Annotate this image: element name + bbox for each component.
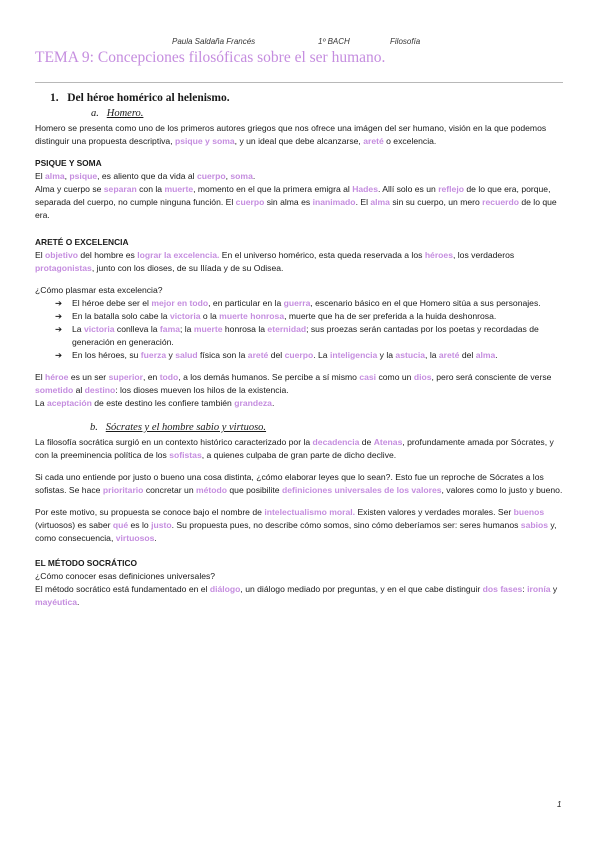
text-segment: del	[459, 350, 476, 360]
highlighted-term: ironía	[527, 584, 551, 594]
highlighted-term: superior	[108, 372, 143, 382]
text-segment: o excelencia.	[383, 136, 437, 146]
text-segment: , y un ideal que debe alcanzarse,	[234, 136, 364, 146]
highlighted-term: justo	[151, 520, 172, 530]
text-segment: Si cada uno entiende por justo o bueno una cosa distinta, ¿cómo elaborar leyes que lo sean?. Esto fue un reproche de Sócrates a los sofistas. Se hace	[35, 472, 544, 495]
highlighted-term: diálogo	[209, 584, 241, 594]
text-segment: , momento en el que la primera emigra al	[193, 184, 353, 194]
document-body	[35, 92, 565, 609]
subsection-letter: b.	[90, 422, 98, 433]
text-segment: del hombre es	[77, 250, 138, 260]
highlighted-term: todo	[159, 372, 179, 382]
subsection-title: Homero.	[106, 108, 144, 119]
text-segment: , valores como lo justo y bueno.	[441, 485, 563, 495]
arrow-icon: ➔	[55, 298, 63, 308]
heading-psique-soma: PSIQUE Y SOMA	[35, 158, 102, 168]
highlighted-term: astucia	[395, 350, 426, 360]
subsection-letter: a.	[91, 108, 99, 119]
text-segment: , en particular en la	[208, 298, 284, 308]
text-segment: Existen valores y verdades morales. Ser	[355, 507, 514, 517]
highlighted-term: reflejo	[438, 184, 464, 194]
text-segment: , en	[142, 372, 160, 382]
heading-metodo: EL MÉTODO SOCRÁTICO	[35, 558, 138, 568]
text-segment: . La	[313, 350, 330, 360]
highlighted-term: protagonistas	[35, 263, 92, 273]
highlighted-term: sofistas	[169, 450, 202, 460]
section-heading-1	[50, 92, 565, 105]
text-segment: , escenario básico en el que Homero sitúa a sus personajes.	[310, 298, 541, 308]
page-title: TEMA 9: Concepciones filosóficas sobre el ser humano.	[35, 49, 386, 66]
highlighted-term: inanimado	[312, 197, 356, 207]
text-segment: ,	[225, 171, 231, 181]
text-segment: honrosa la	[222, 324, 268, 334]
text-segment: y la	[377, 350, 396, 360]
highlighted-term: fuerza	[140, 350, 167, 360]
paragraph-psique-1	[35, 170, 565, 183]
text-segment: .	[77, 597, 80, 607]
text-segment: física son la	[197, 350, 248, 360]
highlighted-term: destino	[84, 385, 116, 395]
text-segment: y, como consecuencia,	[35, 520, 557, 543]
paragraph-heroe-1	[35, 371, 565, 397]
text-segment: El método socrático está fundamentado en el	[35, 584, 210, 594]
highlighted-term: Hades	[352, 184, 378, 194]
text-segment: , a los demás humanos. Se percibe a sí mismo	[178, 372, 360, 382]
text-segment: de	[359, 437, 374, 447]
highlighted-term: cuerpo	[196, 171, 226, 181]
text-segment: de lo que era.	[35, 197, 557, 220]
arrow-icon: ➔	[55, 350, 63, 360]
highlighted-term: areté	[247, 350, 269, 360]
text-segment: , junto con los dioses, de su Ilíada y de su Odisea.	[91, 263, 284, 273]
text-segment: . Allí solo es un	[377, 184, 439, 194]
highlighted-term: salud	[175, 350, 198, 360]
subsection-title: Sócrates y el hombre sabio y virtuoso.	[105, 422, 267, 433]
highlighted-term: soma	[230, 171, 253, 181]
text-segment: es lo	[128, 520, 152, 530]
title-divider	[35, 82, 563, 83]
text-segment: Alma y cuerpo se	[35, 184, 104, 194]
text-segment: .	[495, 350, 498, 360]
text-segment: del	[268, 350, 285, 360]
paragraph-socrates-1	[35, 436, 565, 462]
highlighted-term: decadencia	[312, 437, 360, 447]
text-segment: que posibilite	[227, 485, 282, 495]
highlighted-term: virtuosos	[115, 533, 155, 543]
highlighted-term: Atenas	[373, 437, 403, 447]
text-segment: , profundamente amada por Sócrates, y con la preeminencia política de los	[35, 437, 554, 460]
text-segment: .	[271, 398, 275, 408]
highlighted-term: mayéutica	[35, 597, 78, 607]
highlighted-term: dos fases	[482, 584, 523, 594]
highlighted-term: héroe	[45, 372, 69, 382]
highlighted-term: aceptación	[46, 398, 92, 408]
paragraph-socrates-2	[35, 471, 565, 497]
section-title: Del héroe homérico al helenismo.	[67, 92, 230, 104]
highlighted-term: objetivo	[45, 250, 78, 260]
paragraph-arete-1	[35, 249, 565, 275]
text-segment: ; la	[179, 324, 194, 334]
highlighted-term: areté	[363, 136, 384, 146]
highlighted-term: muerte	[164, 184, 194, 194]
highlighted-term: héroes	[424, 250, 453, 260]
text-segment: . Su propuesta pues, no describe cómo somos, sino cómo deberíamos ser: seres humanos	[171, 520, 521, 530]
text-segment: .	[154, 533, 157, 543]
highlighted-term: psique	[69, 171, 98, 181]
highlighted-term: grandeza	[234, 398, 272, 408]
highlighted-term: sabios	[520, 520, 549, 530]
highlighted-term: separan	[103, 184, 137, 194]
paragraph-socrates-3	[35, 506, 565, 545]
text-segment: sin alma es	[264, 197, 313, 207]
text-segment: .	[252, 171, 256, 181]
highlighted-term: qué	[112, 520, 129, 530]
text-segment: al	[73, 385, 85, 395]
highlighted-term: sometido	[35, 385, 74, 395]
highlighted-term: casi	[359, 372, 377, 382]
highlighted-term: dios	[413, 372, 432, 382]
paragraph-heroe-2	[35, 397, 565, 410]
highlighted-term: alma	[45, 171, 65, 181]
text-segment: conlleva la	[114, 324, 160, 334]
text-segment: . El	[355, 197, 371, 207]
paragraph-homero-intro	[35, 122, 565, 148]
arrow-icon: ➔	[55, 324, 63, 334]
paragraph-psique-2	[35, 183, 565, 222]
highlighted-term: buenos	[513, 507, 545, 517]
text-segment: o la	[200, 311, 220, 321]
text-segment: , a quienes culpaba de gran parte de dicho declive.	[201, 450, 397, 460]
text-segment: En la batalla solo cabe la	[72, 311, 170, 321]
text-segment: Por este motivo, su propuesta se conoce bajo el nombre de	[35, 507, 265, 517]
text-segment: , la	[425, 350, 439, 360]
arete-bullet-list	[35, 297, 565, 362]
header-course: 1º BACH	[318, 37, 350, 46]
header-author: Paula Saldaña Francés	[172, 37, 256, 46]
text-segment: y	[166, 350, 176, 360]
text-segment: En los héroes, su	[72, 350, 141, 360]
subsection-heading-b	[90, 421, 565, 434]
text-segment: El	[35, 171, 46, 181]
text-segment: La filosofía socrática surgió en un contexto histórico caracterizado por la	[35, 437, 313, 447]
text-segment: :	[522, 584, 528, 594]
highlighted-term: areté	[438, 350, 460, 360]
list-item	[35, 323, 565, 349]
list-item	[35, 297, 565, 310]
header-subject: Filosofía	[390, 37, 421, 46]
highlighted-term: muerte honrosa	[219, 311, 285, 321]
list-item	[35, 349, 565, 362]
list-item	[35, 310, 565, 323]
text-segment: ,	[64, 171, 70, 181]
page-number: 1	[557, 800, 562, 809]
highlighted-term: psique y soma	[174, 136, 235, 146]
highlighted-term: intelectualismo moral.	[264, 507, 356, 517]
text-segment: , muerte que ha de ser preferida a la huida deshonrosa.	[284, 311, 497, 321]
highlighted-term: inteligencia	[329, 350, 378, 360]
highlighted-term: mejor en todo	[151, 298, 209, 308]
text-segment: , un diálogo mediado por preguntas, y en el que cabe distinguir	[240, 584, 483, 594]
text-segment: es un ser	[68, 372, 109, 382]
paragraph-metodo-question: ¿Cómo conocer esas definiciones universales?	[35, 571, 216, 581]
highlighted-term: victoria	[83, 324, 115, 334]
highlighted-term: muerte	[193, 324, 223, 334]
heading-arete: ARETÉ O EXCELENCIA	[35, 237, 129, 247]
text-segment: como un	[376, 372, 414, 382]
highlighted-term: victoria	[169, 311, 201, 321]
text-segment: sin su cuerpo, un mero	[389, 197, 483, 207]
highlighted-term: prioritario	[102, 485, 144, 495]
section-number: 1.	[50, 92, 59, 104]
text-segment: En el universo homérico, esta queda reservada a los	[219, 250, 425, 260]
text-segment: ; sus proezas serán cantadas por los poetas y recordadas de generación en generación.	[72, 324, 539, 347]
text-segment: , pero será consciente de verse	[431, 372, 552, 382]
highlighted-term: alma	[370, 197, 390, 207]
highlighted-term: fama	[159, 324, 180, 334]
text-segment: concretar un	[143, 485, 196, 495]
arrow-icon: ➔	[55, 311, 63, 321]
highlighted-term: eternidad	[267, 324, 307, 334]
text-segment: El	[35, 372, 46, 382]
highlighted-term: cuerpo	[284, 350, 314, 360]
highlighted-term: recuerdo	[482, 197, 519, 207]
text-segment: La	[35, 398, 47, 408]
text-segment: con la	[136, 184, 165, 194]
text-segment: La	[72, 324, 84, 334]
highlighted-term: guerra	[283, 298, 311, 308]
text-segment: , los verdaderos	[453, 250, 515, 260]
text-segment: de lo que era, porque, separada del cuerpo, no cumple ninguna función. El	[35, 184, 551, 207]
highlighted-term: lograr la excelencia.	[137, 250, 220, 260]
text-segment: y	[550, 584, 558, 594]
highlighted-term: método	[195, 485, 228, 495]
text-segment: , es aliento que da vida al	[97, 171, 197, 181]
highlighted-term: definiciones universales de los valores	[281, 485, 442, 495]
text-segment: Homero se presenta como uno de los primeros autores griegos que nos ofrece una imágen del ser humano, visión en la que podemos distinguir una propuesta descriptiva,	[35, 123, 547, 146]
text-segment: : los dioses mueven los hilos de la existencia.	[115, 385, 289, 395]
text-segment: (virtuosos) es saber	[35, 520, 113, 530]
subsection-heading-a	[91, 107, 565, 120]
text-segment: El	[35, 250, 46, 260]
highlighted-term: cuerpo	[235, 197, 265, 207]
highlighted-term: alma	[475, 350, 496, 360]
text-segment: El héroe debe ser el	[72, 298, 152, 308]
paragraph-metodo-1	[35, 583, 565, 609]
paragraph-arete-question: ¿Cómo plasmar esta excelencia?	[35, 285, 163, 295]
text-segment: de este destino les confiere también	[91, 398, 235, 408]
